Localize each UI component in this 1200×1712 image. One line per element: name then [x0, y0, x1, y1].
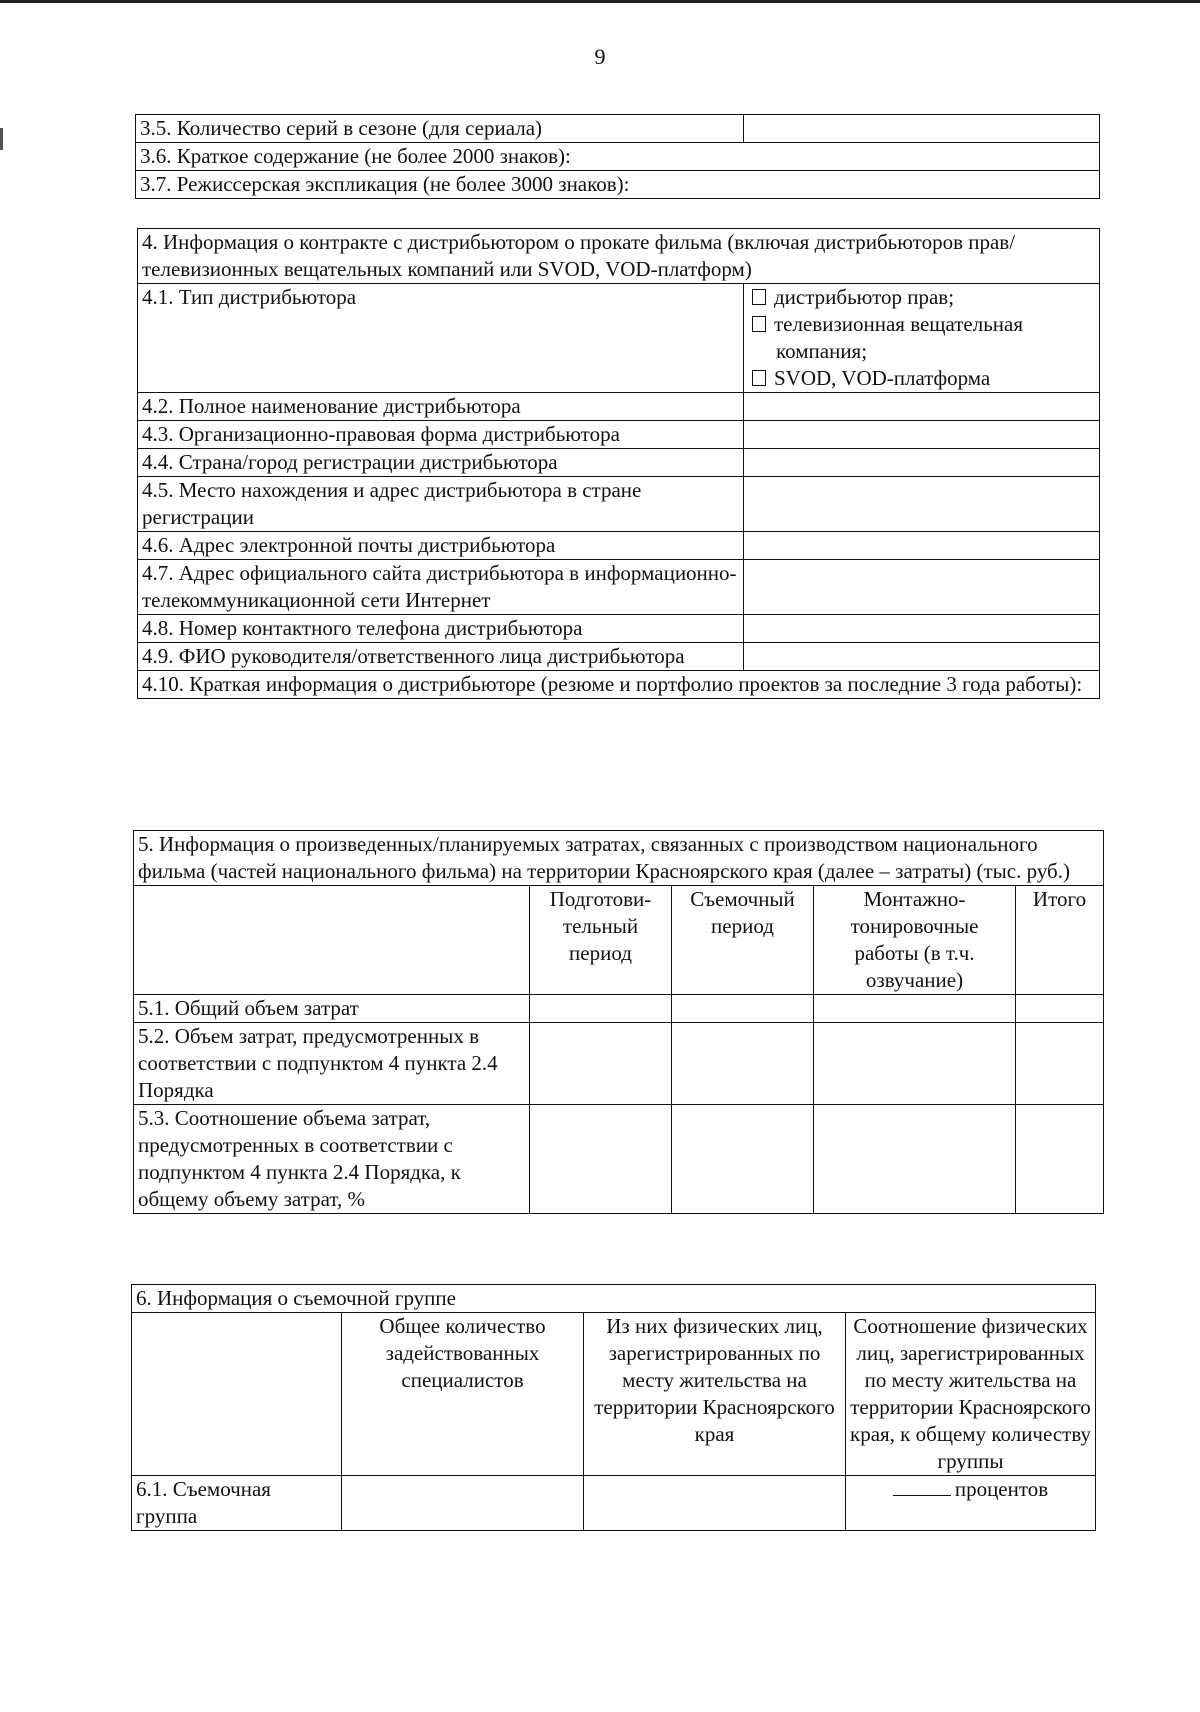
row-label: 4.4. Страна/город регистрации дистрибьютора	[138, 449, 744, 477]
row-label: 5.1. Общий объем затрат	[134, 995, 530, 1023]
page-number: 9	[594, 44, 606, 69]
value-cell[interactable]	[814, 1023, 1016, 1105]
table-row	[132, 1476, 1096, 1531]
row-label: 4.6. Адрес электронной почты дистрибьютора	[138, 532, 744, 560]
table-row	[134, 1023, 1104, 1105]
table-row	[138, 284, 1100, 393]
blank-line[interactable]	[893, 1477, 951, 1496]
row-label: 6.1. Съемочная группа	[132, 1476, 342, 1531]
section5-table	[133, 830, 1104, 1214]
value-cell[interactable]	[744, 449, 1100, 477]
column-header: Общее количество задействованных специалистов	[342, 1313, 584, 1476]
value-cell[interactable]	[672, 1023, 814, 1105]
checkbox-icon[interactable]	[752, 316, 766, 332]
header-empty-cell	[134, 886, 530, 995]
header-empty-cell	[132, 1313, 342, 1476]
value-cell[interactable]	[1016, 1105, 1104, 1214]
column-header: Соотношение физических лиц, зарегистрированных по месту жительства на территории Красноярского края, к общему количеству группы	[846, 1313, 1096, 1476]
table-row	[134, 995, 1104, 1023]
option-rights[interactable]: дистрибьютор прав;	[748, 284, 1095, 311]
table-row	[134, 1105, 1104, 1214]
column-header: Итого	[1016, 886, 1104, 995]
section4-table	[137, 228, 1100, 699]
row-label: 5.3. Соотношение объема затрат, предусмотренных в соответствии с подпунктом 4 пункта 2.4 Порядка, к общему объему затрат, %	[134, 1105, 530, 1214]
table-row	[136, 115, 1100, 143]
value-cell[interactable]	[814, 995, 1016, 1023]
value-cell[interactable]	[1016, 995, 1104, 1023]
table-row	[138, 615, 1100, 643]
percent-cell[interactable]	[846, 1476, 1096, 1531]
row-label-3-5: 3.5. Количество серий в сезоне (для сериала)	[136, 115, 744, 143]
column-header: Съемочный период	[672, 886, 814, 995]
table-row	[138, 671, 1100, 699]
section5-title: 5. Информация о произведенных/планируемых затратах, связанных с производством национального фильма (частей национального фильма) на территории Красноярского края (далее – затраты) (тыс. руб.)	[134, 831, 1104, 886]
table-row	[136, 171, 1100, 199]
section6-title: 6. Информация о съемочной группе	[132, 1285, 1096, 1313]
value-cell[interactable]	[744, 393, 1100, 421]
option-tv-cont: компания;	[776, 339, 868, 363]
row-label: 4.9. ФИО руководителя/ответственного лица дистрибьютора	[138, 643, 744, 671]
value-cell[interactable]	[672, 1105, 814, 1214]
value-cell[interactable]	[744, 532, 1100, 560]
table-header-row	[134, 886, 1104, 995]
column-header: Из них физических лиц, зарегистрированных по месту жительства на территории Красноярского края	[584, 1313, 846, 1476]
row-label: 5.2. Объем затрат, предусмотренных в соответствии с подпунктом 4 пункта 2.4 Порядка	[134, 1023, 530, 1105]
value-cell[interactable]	[530, 995, 672, 1023]
value-cell[interactable]	[744, 615, 1100, 643]
row-label: 4.5. Место нахождения и адрес дистрибьютора в стране регистрации	[138, 477, 744, 532]
table-row	[138, 560, 1100, 615]
value-cell[interactable]	[342, 1476, 584, 1531]
value-cell[interactable]	[744, 477, 1100, 532]
table-row	[132, 1285, 1096, 1313]
table-header-row	[132, 1313, 1096, 1476]
row-label: 4.8. Номер контактного телефона дистрибьютора	[138, 615, 744, 643]
value-cell[interactable]	[744, 560, 1100, 615]
value-cell[interactable]	[672, 995, 814, 1023]
row-label-4-1: 4.1. Тип дистрибьютора	[138, 284, 744, 393]
option-tv[interactable]: телевизионная вещательная	[748, 311, 1095, 338]
row-label: 4.3. Организационно-правовая форма дистрибьютора	[138, 421, 744, 449]
table-row	[138, 643, 1100, 671]
row-label: 4.2. Полное наименование дистрибьютора	[138, 393, 744, 421]
value-cell[interactable]	[584, 1476, 846, 1531]
table-row	[138, 449, 1100, 477]
value-cell[interactable]	[530, 1023, 672, 1105]
column-header: Подготови-тельный период	[530, 886, 672, 995]
section6-table	[131, 1284, 1096, 1531]
column-header: Монтажно-тонировочные работы (в т.ч. озвучание)	[814, 886, 1016, 995]
option-svod[interactable]: SVOD, VOD-платформа	[748, 365, 1095, 392]
table-row	[138, 393, 1100, 421]
table-row	[138, 229, 1100, 284]
checkbox-icon[interactable]	[752, 289, 766, 305]
table-row	[138, 532, 1100, 560]
distributor-type-options	[744, 284, 1100, 393]
page-top-border	[0, 0, 1200, 3]
table-row	[138, 477, 1100, 532]
row-label-4-10: 4.10. Краткая информация о дистрибьюторе (резюме и портфолио проектов за последние 3 года работы):	[138, 671, 1100, 699]
table-row	[136, 143, 1100, 171]
value-cell[interactable]	[814, 1105, 1016, 1214]
row-label-3-7: 3.7. Режиссерская экспликация (не более 3000 знаков):	[136, 171, 1100, 199]
row-label: 4.7. Адрес официального сайта дистрибьютора в информационно-телекоммуникационной сети Интернет	[138, 560, 744, 615]
section3-table	[135, 114, 1100, 199]
value-cell[interactable]	[1016, 1023, 1104, 1105]
scan-margin-mark	[0, 128, 3, 150]
percent-label: процентов	[954, 1477, 1049, 1501]
value-cell[interactable]	[744, 421, 1100, 449]
value-cell[interactable]	[530, 1105, 672, 1214]
table-row	[134, 831, 1104, 886]
value-cell-3-5[interactable]	[744, 115, 1100, 143]
table-row	[138, 421, 1100, 449]
checkbox-icon[interactable]	[752, 370, 766, 386]
row-label-3-6: 3.6. Краткое содержание (не более 2000 знаков):	[136, 143, 1100, 171]
section4-title: 4. Информация о контракте с дистрибьютором о прокате фильма (включая дистрибьюторов прав/телевизионных вещательных компаний или SVOD, VOD-платформ)	[138, 229, 1100, 284]
value-cell[interactable]	[744, 643, 1100, 671]
